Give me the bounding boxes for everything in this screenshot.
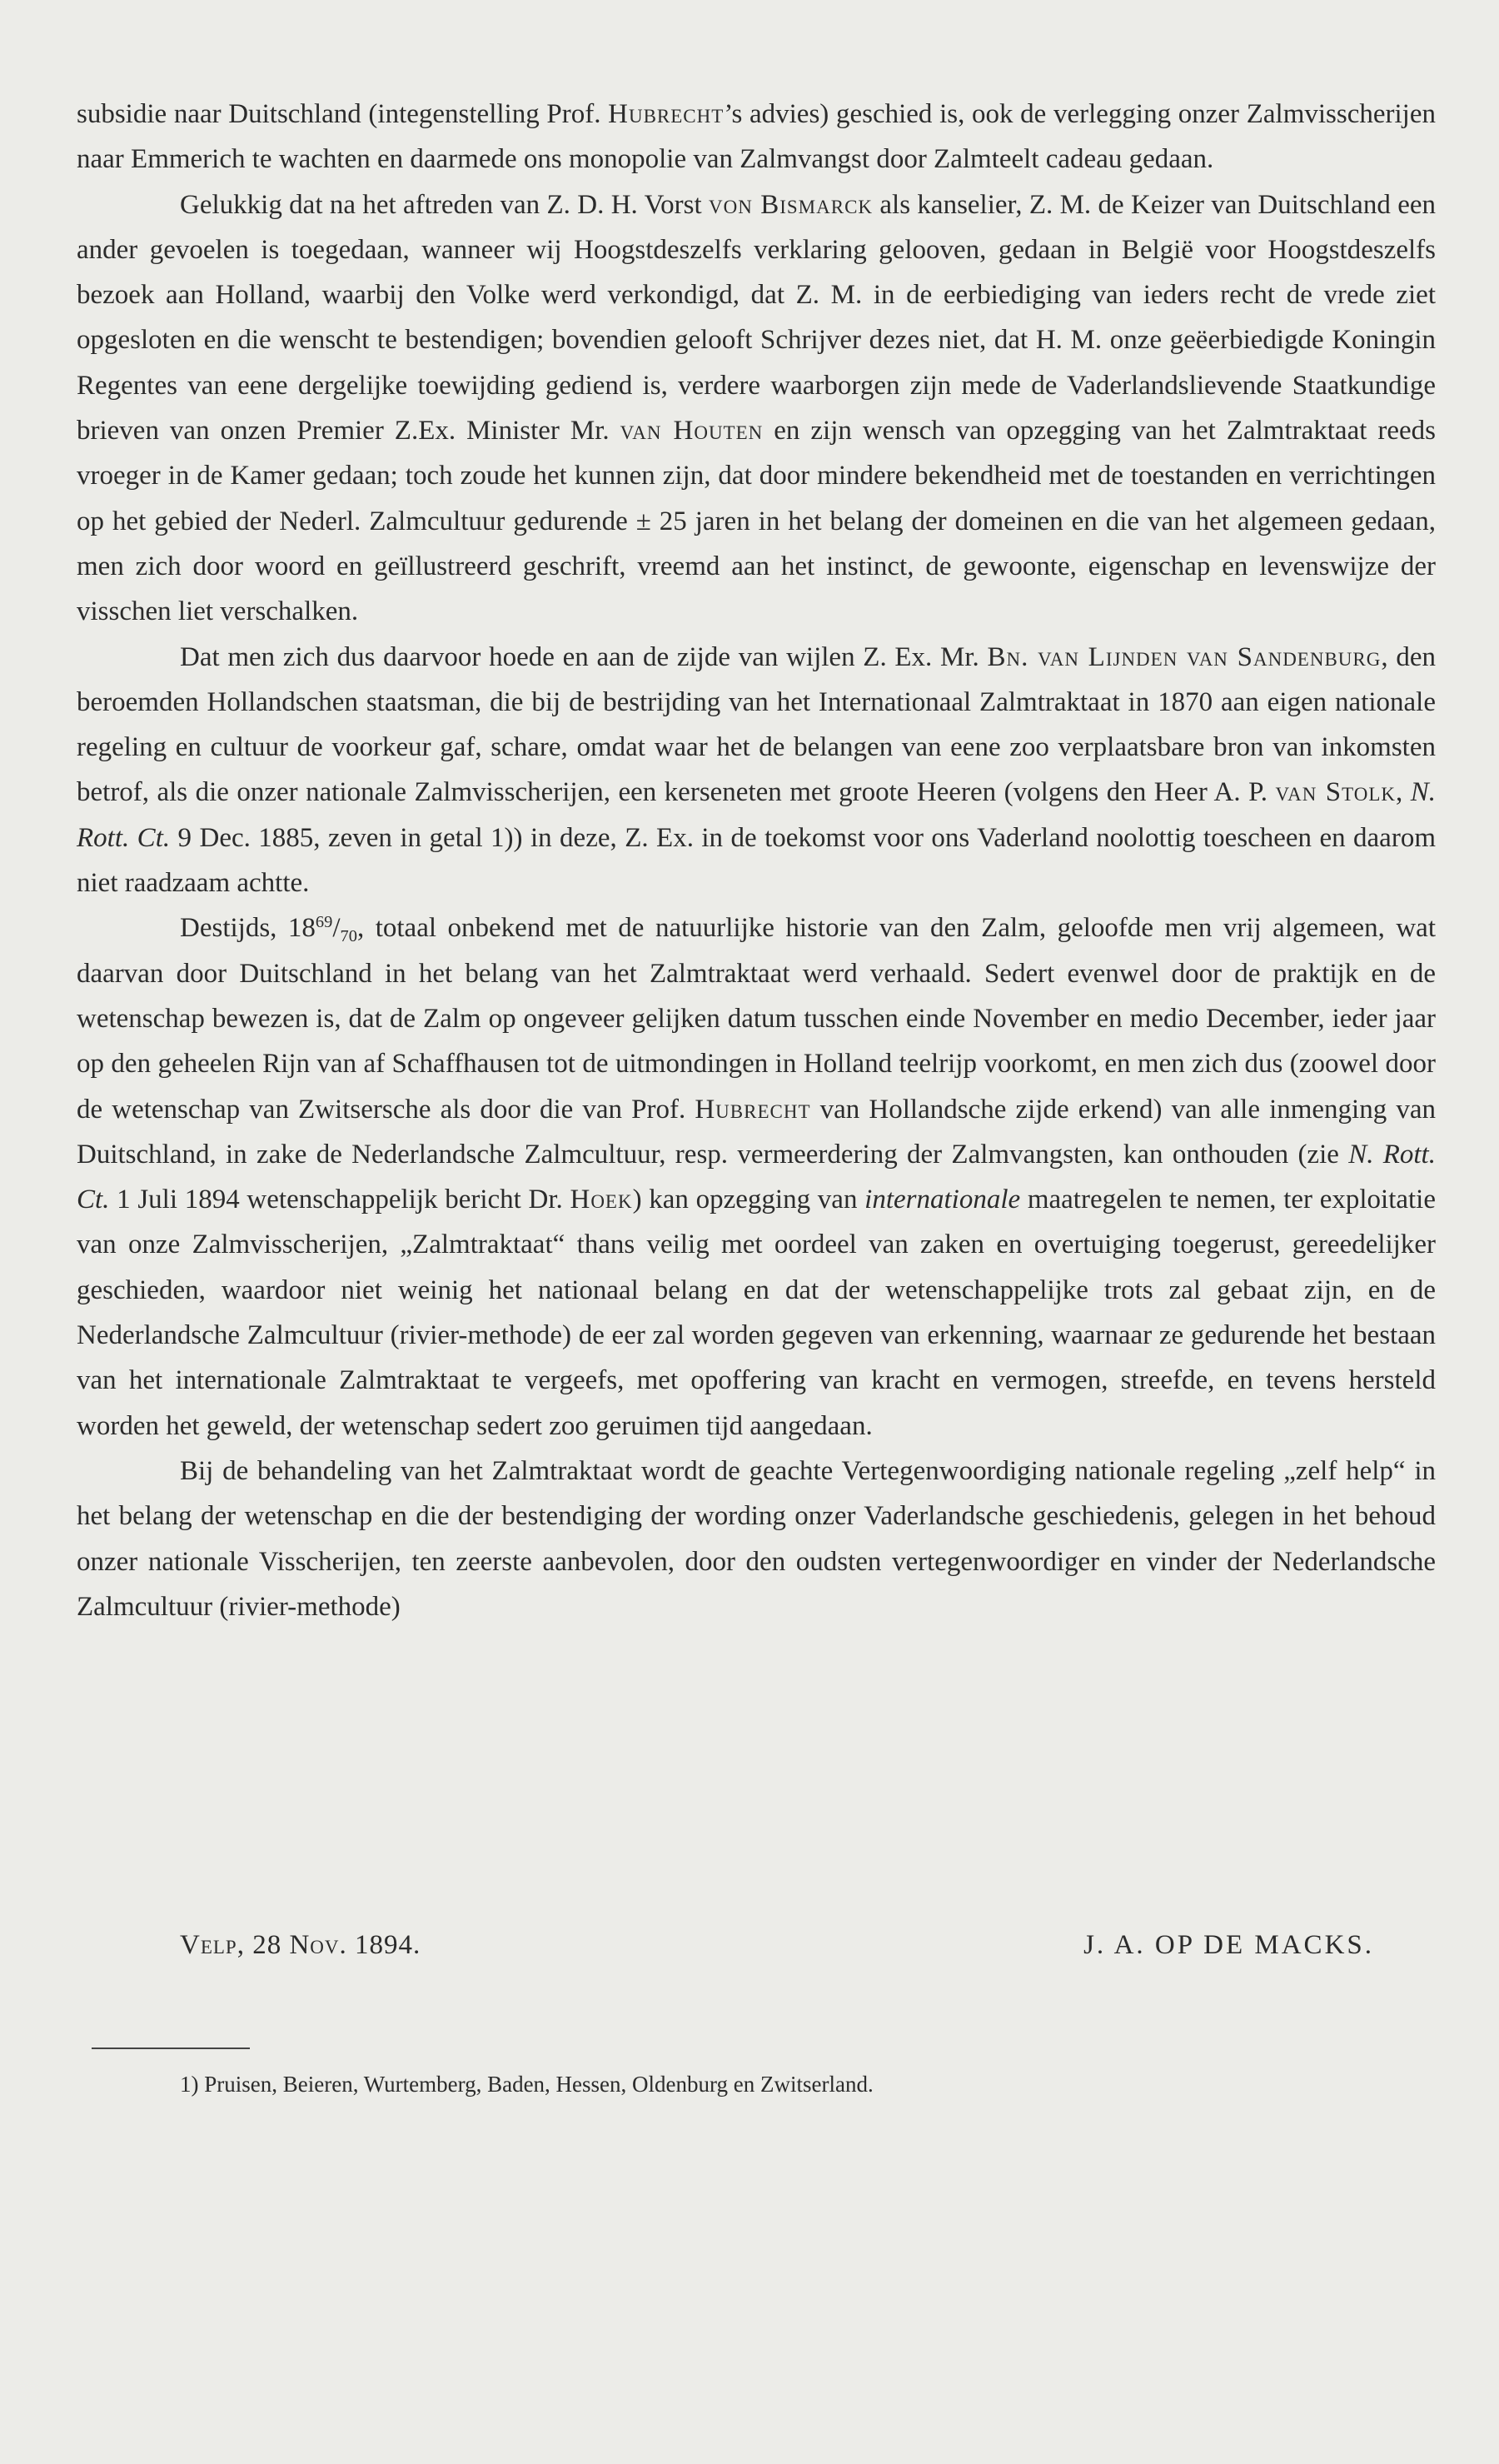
paragraph-p2 xyxy=(77,182,1436,635)
paragraph-p1 xyxy=(77,92,1436,182)
text-segment: / xyxy=(332,913,341,944)
text-segment: N. Rott. Ct. xyxy=(77,777,1437,853)
text-segment: 70 xyxy=(340,927,357,946)
text-segment: von Bismarck xyxy=(709,189,874,220)
signature-place-date: Velp, 28 Nov. 1894. xyxy=(180,1930,421,1960)
body-text xyxy=(77,92,1436,1629)
text-segment: Destijds, 18 xyxy=(180,913,316,944)
text-segment: 9 Dec. 1885, zeven in getal 1)) in deze, Z. Ex. in de toekomst voor ons Vaderland noolottig toescheen en daarom niet raadzaam achtte. xyxy=(77,822,1436,899)
text-segment: Bij de behandeling van het Zalmtraktaat wordt de geachte Vertegenwoordiging nationale regeling „zelf help“ in het belang der wetenschap en die der bestendiging der wording onzer Vaderlandsche geschiedenis, gelegen in het behoud onzer nationale Visscherijen, ten zeerste aanbevolen, door den oudsten vertegenwoordiger en vinder der Nederlandsche Zalmcultuur (rivier-methode) xyxy=(77,1455,1436,1622)
text-segment: van Stolk xyxy=(1275,777,1397,808)
text-segment: , den beroemden Hollandschen staatsman, die bij de bestrijding van het Internationaal Zalmtraktaat in 1870 aan eigen nationale regeling en cultuur de voorkeur gaf, schare, omdat waar het de belangen van eene zoo verplaatsbare bron van inkomsten betrof, als die onzer nationale Zalmvisscherijen, een kerseneten met groote Heeren (volgens den Heer A. P. xyxy=(77,641,1436,808)
text-segment: van Hollandsche zijde erkend) van alle inmenging van Duitschland, in zake de Nederlandsche Zalmcultuur, resp. vermeerdering der Zalmvangsten, kan onthouden (zie xyxy=(77,1094,1436,1170)
text-segment: , xyxy=(1396,777,1411,808)
text-segment: en zijn wensch van opzegging van het Zalmtraktaat reeds vroeger in de Kamer gedaan; toch zoude het kunnen zijn, dat door mindere bekendheid met de toestanden en verrichtingen op het gebied der Nederl. Zalmcultuur gedurende ± 25 jaren in het belang der domeinen en die van het algemeen gedaan, men zich door woord en geïllustreerd geschrift, vreemd aan het instinct, de gewoonte, eigenschap en levenswijze der visschen liet verschalken. xyxy=(77,416,1436,627)
footnote-divider xyxy=(92,2048,250,2049)
text-segment: , totaal onbekend met de natuurlijke historie van den Zalm, geloofde men vrij algemeen, wat daarvan door Duitschland in het belang van het Zalmtraktaat werd verhaald. Sedert evenwel door de praktijk en de wetenschap bewezen is, dat de Zalm op ongeveer gelijken datum tusschen einde November en medio December, ieder jaar op den geheelen Rijn van af Schaffhausen tot de uitmondingen in Holland teelrijp voorkomt, en men zich dus (zoowel door de wetenschap van Zwitsersche als door die van Prof. xyxy=(77,913,1436,1125)
text-segment: Bn. van Lijnden van Sandenburg xyxy=(987,641,1382,672)
text-segment: ) kan opzegging van xyxy=(632,1185,865,1215)
text-segment: internationale xyxy=(864,1185,1021,1215)
text-segment: Gelukkig dat na het aftreden van Z. D. H. Vorst xyxy=(180,189,710,220)
text-segment: van Houten xyxy=(620,416,764,446)
paragraph-p3 xyxy=(77,635,1436,906)
text-segment: 69 xyxy=(315,913,333,932)
text-segment: N. Rott. Ct. xyxy=(77,1139,1436,1215)
footnote: 1) Pruisen, Beieren, Wurtemberg, Baden, Hessen, Oldenburg en Zwitserland. xyxy=(180,2072,874,2097)
text-segment: Dat men zich dus daarvoor hoede en aan de zijde van wijlen Z. Ex. Mr. xyxy=(180,641,988,672)
text-segment: als kanselier, Z. M. de Keizer van Duitschland een ander gevoelen is toegedaan, wanneer wij Hoogstdeszelfs verklaring gelooven, gedaan in België voor Hoogstdeszelfs bezoek aan Holland, waarbij den Volke werd verkondigd, dat Z. M. in de eerbiediging van ieders recht de vrede ziet opgesloten en die wenscht te bestendigen; bovendien gelooft Schrijver dezes niet, dat H. M. onze geëerbiedigde Koningin Regentes van eene dergelijke toewijding gediend is, verdere waarborgen zijn mede de Vaderlandslievende Staatkundige brieven van onzen Premier Z.Ex. Minister Mr. xyxy=(77,189,1436,446)
paragraph-p5 xyxy=(77,1449,1436,1629)
text-segment: ’s advies) geschied is, ook de verlegging onzer Zalmvisscherijen naar Emmerich te wachten en daarmede ons monopolie van Zalmvangst door Zalmteelt cadeau gedaan. xyxy=(77,99,1436,175)
signature-row xyxy=(180,1923,1374,1968)
text-segment: Hoek xyxy=(570,1185,633,1215)
signature-author: J. A. OP DE MACKS. xyxy=(1083,1930,1374,1960)
text-segment: subsidie naar Duitschland (integenstelling Prof. xyxy=(77,99,609,129)
text-segment: 1 Juli 1894 wetenschappelijk bericht Dr. xyxy=(109,1185,570,1215)
paragraph-p4 xyxy=(77,905,1436,1449)
text-segment: maatregelen te nemen, ter exploitatie van onze Zalmvisscherijen, „Zalmtraktaat“ thans veilig met oordeel van zaken en overtuiging toegerust, gereedelijker geschieden, waardoor niet weinig het nationaal belang en dat der wetenschappelijke trots zal gebaat zijn, en de Nederlandsche Zalmcultuur (rivier-methode) de eer zal worden gegeven van erkenning, waarnaar ze gedurende het bestaan van het internationale Zalmtraktaat te vergeefs, met opoffering van kracht en vermogen, streefde, en tevens hersteld worden het geweld, der wetenschap sedert zoo geruimen tijd aangedaan. xyxy=(77,1185,1436,1441)
text-segment: Hubrecht xyxy=(695,1094,811,1125)
text-segment: Hubrecht xyxy=(608,99,725,129)
